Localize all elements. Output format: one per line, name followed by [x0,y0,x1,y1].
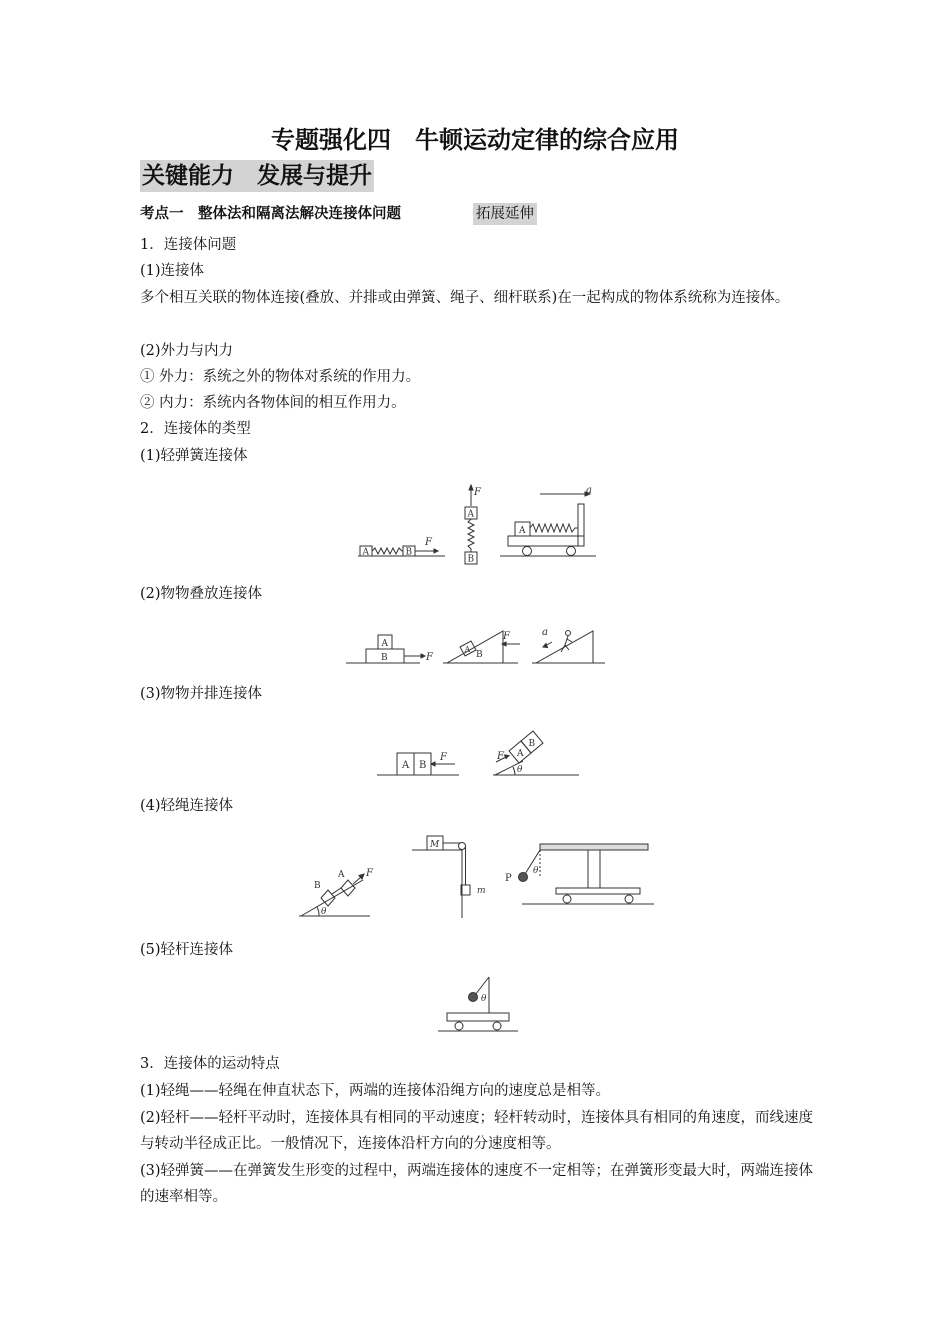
heading-2: 2．连接体的类型 [140,421,251,437]
label-A: A [517,749,524,759]
kaodian-heading [140,203,534,225]
feature-spring: (3)轻弹簧——在弹簧发生形变的过程中，两端连接体的速度不一定相等；在弹簧形变最大时，两端连接体的速率相等。 [140,1163,814,1205]
heading-3: 3．连接体的运动特点 [140,1056,280,1072]
label-A: A [338,870,345,880]
figure-rod-connected [435,973,520,1037]
label-theta: θ [321,907,327,917]
label-a: a [586,485,592,496]
type-rope: (4)轻绳连接体 [140,798,234,814]
label-A: A [402,760,410,771]
label-A: A [467,509,474,520]
figure-rope-connected [297,830,662,922]
label-B: B [476,650,483,660]
definition-paragraph: 多个相互关联的物体连接(叠放、并排或由弹簧、绳子、细杆联系)在一起构成的物体系统称为连接体。 [140,290,790,306]
label-F: F [426,652,433,663]
type-stacked: (2)物物叠放连接体 [140,586,263,602]
label-B: B [405,547,413,558]
label-P: P [505,873,512,884]
section-banner: 关键能力 发展与提升 [140,160,374,192]
label-B: B [314,881,321,891]
type-spring: (1)轻弹簧连接体 [140,448,248,464]
feature-rod: (2)轻杆——轻杆平动时，连接体具有相同的平动速度；轻杆转动时，连接体具有相同的角速度，而线速度与转动半径成正比。一般情况下，连接体沿杆方向的分速度相等。 [140,1110,814,1152]
label-A: A [464,645,471,654]
type-side-by-side: (3)物物并排连接体 [140,686,263,702]
figure-spring-connected [350,482,610,572]
label-A: A [381,639,388,649]
label-B: B [381,653,388,663]
page-title: 专题强化四 牛顿运动定律的综合应用 [271,126,679,154]
type-rod: (5)轻杆连接体 [140,942,234,958]
external-force-item: ① 外力：系统之外的物体对系统的作用力。 [140,369,421,385]
label-a: a [542,627,548,638]
label-A: A [519,526,526,536]
label-B: B [467,554,475,565]
label-F: F [440,752,447,763]
sub-heading-connected-body: (1)连接体 [140,263,205,279]
label-A: A [362,547,369,558]
sub-heading-forces: (2)外力与内力 [140,343,234,359]
kaodian-tag: 拓展延伸 [473,203,537,225]
heading-1: 1．连接体问题 [140,237,237,253]
label-F: F [503,631,510,642]
label-B: B [528,739,536,749]
label-theta: θ [481,994,487,1004]
internal-force-item: ② 内力：系统内各物体间的相互作用力。 [140,395,406,411]
label-theta: θ [517,765,523,775]
label-m: m [477,886,486,896]
label-F: F [425,537,432,548]
figure-stacked [343,626,613,668]
kaodian-label: 考点一 整体法和隔离法解决连接体问题 [140,206,401,222]
label-F: F [474,487,481,498]
label-F: F [497,751,504,762]
label-F: F [366,868,373,879]
feature-rope: (1)轻绳——轻绳在伸直状态下，两端的连接体沿绳方向的速度总是相等。 [140,1083,611,1099]
label-M: M [430,840,440,850]
label-B: B [419,760,427,771]
figure-side-by-side [375,721,585,781]
label-theta: θ [533,866,539,876]
